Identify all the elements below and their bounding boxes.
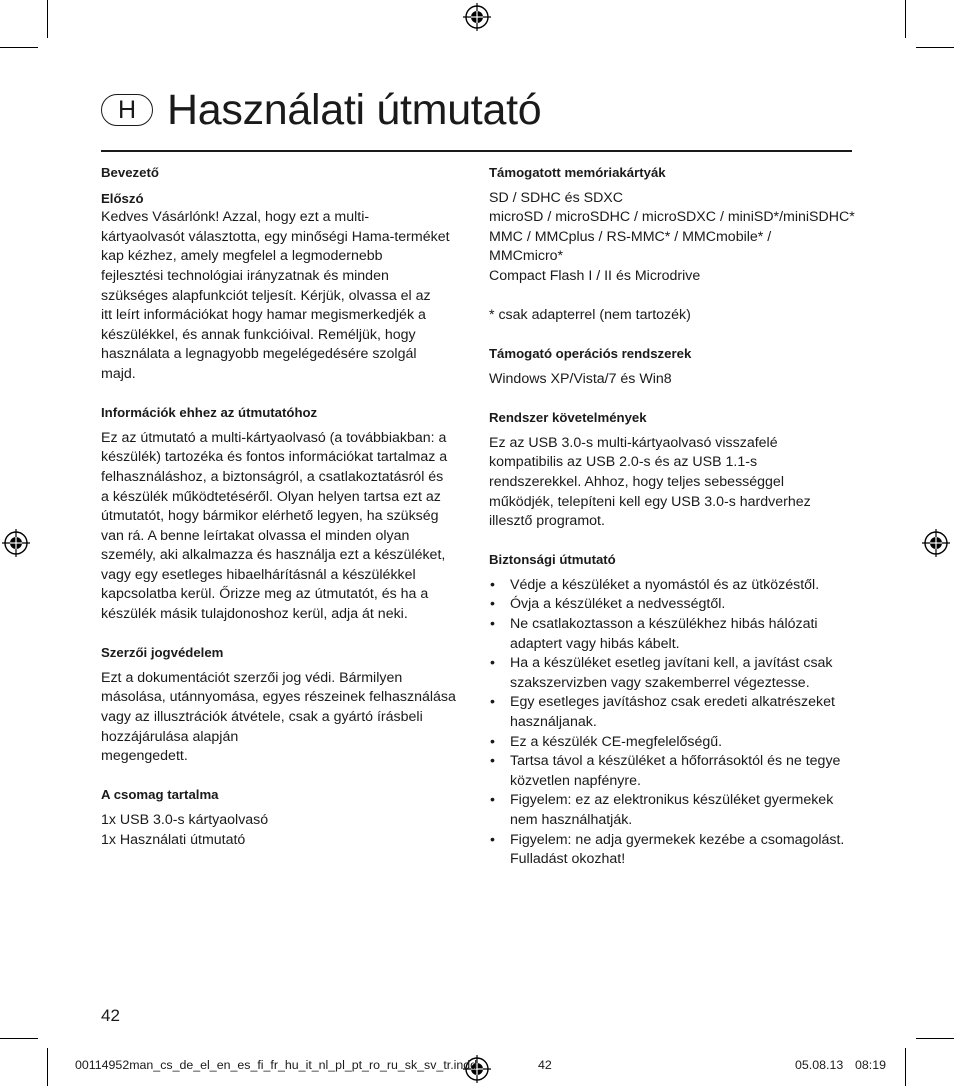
- safety-item-line: • Védje a készüléket a nyomástól és az ütközéstől.: [510, 576, 820, 593]
- text-line: majd.: [101, 365, 136, 382]
- crop-mark: [916, 1038, 954, 1039]
- text-line: hozzájárulása alapján: [101, 728, 239, 745]
- safety-item-line: • Tartsa távol a készüléket a hőforrásoktól és ne tegye: [510, 753, 841, 770]
- foreword-text: [101, 208, 467, 384]
- text-line: személy, aki alkalmazza és használja ezt a készüléket,: [101, 547, 446, 564]
- page-title: Használati útmutató: [167, 85, 542, 134]
- text-line: Ez az útmutató a multi-kártyaolvasó (a továbbiakban: a: [101, 429, 447, 446]
- os-text: Windows XP/Vista/7 és Win8: [489, 370, 672, 387]
- safety-list-item: [489, 576, 859, 596]
- crop-mark: [47, 0, 48, 38]
- text-line: 1x USB 3.0-s kártyaolvasó: [101, 812, 269, 828]
- safety-list: [489, 576, 859, 870]
- text-line: van rá. A benne leírtakat olvassa el minden olyan: [101, 527, 410, 544]
- text-line: készülék) tartozéka és fontos információkat tartalmaz a: [101, 449, 448, 466]
- text-line: illesztő programot.: [489, 513, 605, 530]
- text-line: kap kézhez, amely megfelel a legmodernebb: [101, 248, 383, 265]
- crop-mark: [47, 1048, 48, 1086]
- language-badge: [101, 94, 153, 126]
- section-heading-cards: Támogatott memóriakártyák: [489, 165, 666, 180]
- safety-list-item: [489, 733, 859, 753]
- header-rule: [101, 150, 852, 152]
- text-line: vagy egy esetleges hibaelhárításnál a készülékkel: [101, 566, 416, 583]
- text-line: a készülék működtetéséről. Olyan helyen tartsa ezt az: [101, 488, 441, 505]
- safety-list-item: [489, 615, 859, 654]
- safety-item-line: adaptert vagy hibás kábelt.: [510, 635, 680, 652]
- text-line: használata a legnagyobb megelégedésére szolgál: [101, 346, 417, 363]
- text-line: Compact Flash I / II és Microdrive: [489, 267, 701, 284]
- text-line: szükséges alapfunkciót teljesít. Kérjük, olvassa el az: [101, 287, 431, 304]
- safety-list-item: [489, 791, 859, 830]
- text-line: fejlesztési technológiai irányzatnak és minden: [101, 267, 389, 284]
- slug-file-page: 42: [538, 1058, 552, 1072]
- safety-list-item: [489, 831, 859, 870]
- section-heading-os: Támogató operációs rendszerek: [489, 346, 692, 362]
- safety-item-line: • Ne csatlakoztasson a készülékhez hibás hálózati: [510, 616, 818, 633]
- registration-mark-icon: [2, 529, 30, 557]
- safety-item-line: nem használhatják.: [510, 812, 633, 828]
- page-header: [101, 82, 541, 138]
- section-heading-package: A csomag tartalma: [101, 787, 219, 803]
- safety-item-line: használjanak.: [510, 714, 597, 731]
- safety-list-item: [489, 595, 859, 615]
- text-line: microSD / microSDHC / microSDXC / miniSD*/miniSDHC*: [489, 209, 855, 226]
- slug-time: 08:19: [855, 1058, 887, 1072]
- package-contents: [101, 811, 467, 850]
- slug-date: 05.08.13: [795, 1058, 844, 1072]
- safety-list-item: [489, 693, 859, 732]
- text-line: útmutatót, hogy bármikor elérhető legyen, ha szükség: [101, 508, 439, 525]
- text-line: itt leírt információkat hogy hamar megismerkedjék a: [101, 307, 426, 324]
- safety-item-line: • Figyelem: ne adja gyermekek kezébe a csomagolást.: [510, 831, 845, 848]
- text-line: vagy az illusztrációk átvétele, csak a gyártó írásbeli: [101, 709, 423, 726]
- text-line: Ezt a dokumentációt szerzői jog védi. Bármilyen: [101, 669, 403, 686]
- text-line: Kedves Vásárlónk! Azzal, hogy ezt a multi-: [101, 209, 370, 226]
- copyright-text: [101, 669, 467, 767]
- section-heading-foreword: Előszó: [101, 190, 144, 206]
- page-number: 42: [101, 1006, 120, 1025]
- info-text: [101, 429, 467, 625]
- right-column: [489, 163, 859, 870]
- safety-item-line: Fulladást okozhat!: [510, 851, 626, 868]
- safety-list-item: [489, 752, 859, 791]
- text-line: készülék másik tulajdonoshoz kerül, adja át neki.: [101, 606, 408, 623]
- language-badge-label: H: [117, 95, 137, 124]
- registration-mark-icon: [922, 529, 950, 557]
- text-line: megengedett.: [101, 748, 188, 765]
- safety-item-line: • Egy esetleges javításhoz csak eredeti alkatrészeket: [510, 694, 835, 711]
- requirements-text: [489, 434, 859, 532]
- left-column: [101, 163, 467, 850]
- supported-cards-list: [489, 189, 859, 287]
- safety-item-line: szakszervizben vagy szakemberrel végeztesse.: [510, 674, 810, 691]
- safety-list-item: [489, 654, 859, 693]
- section-heading-intro: Bevezető: [101, 165, 159, 180]
- text-line: SD / SDHC és SDXC: [489, 189, 624, 206]
- text-line: Ez az USB 3.0-s multi-kártyaolvasó visszafelé: [489, 434, 778, 451]
- section-heading-copyright: Szerzői jogvédelem: [101, 645, 224, 661]
- slug-file-name: 00114952man_cs_de_el_en_es_fi_fr_hu_it_nl_pl_pt_ro_ru_sk_sv_tr.indd: [75, 1058, 478, 1072]
- crop-mark: [905, 1048, 906, 1086]
- adapter-note: * csak adapterrel (nem tartozék): [489, 307, 691, 324]
- safety-item-line: • Ez a készülék CE-megfelelőségű.: [510, 733, 723, 750]
- text-line: kártyaolvasót választotta, egy minőségi Hama-terméket: [101, 228, 450, 245]
- safety-item-line: • Figyelem: ez az elektronikus készüléket gyermekek: [510, 792, 834, 809]
- section-heading-safety: Biztonsági útmutató: [489, 552, 616, 568]
- crop-mark: [905, 0, 906, 38]
- crop-mark: [0, 1038, 38, 1039]
- text-line: MMCmicro*: [489, 248, 564, 265]
- safety-item-line: • Ha a készüléket esetleg javítani kell, a javítást csak: [510, 655, 833, 672]
- crop-mark: [916, 47, 954, 48]
- safety-item-line: közvetlen napfényre.: [510, 772, 641, 789]
- text-line: működjék, telepíteni kell egy USB 3.0-s hardverhez: [489, 493, 811, 510]
- crop-mark: [0, 47, 38, 48]
- text-line: MMC / MMCplus / RS-MMC* / MMCmobile* /: [489, 228, 772, 245]
- section-heading-requirements: Rendszer követelmények: [489, 410, 647, 426]
- text-line: készülékkel, és annak funkcióival. Reméljük, hogy: [101, 326, 416, 343]
- text-line: 1x Használati útmutató: [101, 831, 246, 848]
- registration-mark-icon: [463, 3, 491, 31]
- text-line: felhasználáshoz, a biztonságról, a csatlakoztatásról és: [101, 468, 444, 485]
- text-line: rendszerekkel. Ahhoz, hogy teljes sebességgel: [489, 473, 784, 490]
- text-line: másolása, utánnyomása, egyes részeinek felhasználása: [101, 689, 456, 706]
- safety-item-line: • Óvja a készüléket a nedvességtől.: [510, 596, 726, 613]
- text-line: kapcsolatba kerül. Őrizze meg az útmutatót, és ha a: [101, 586, 429, 603]
- text-line: kompatibilis az USB 2.0-s és az USB 1.1-s: [489, 454, 758, 471]
- section-heading-info: Információk ehhez az útmutatóhoz: [101, 405, 318, 421]
